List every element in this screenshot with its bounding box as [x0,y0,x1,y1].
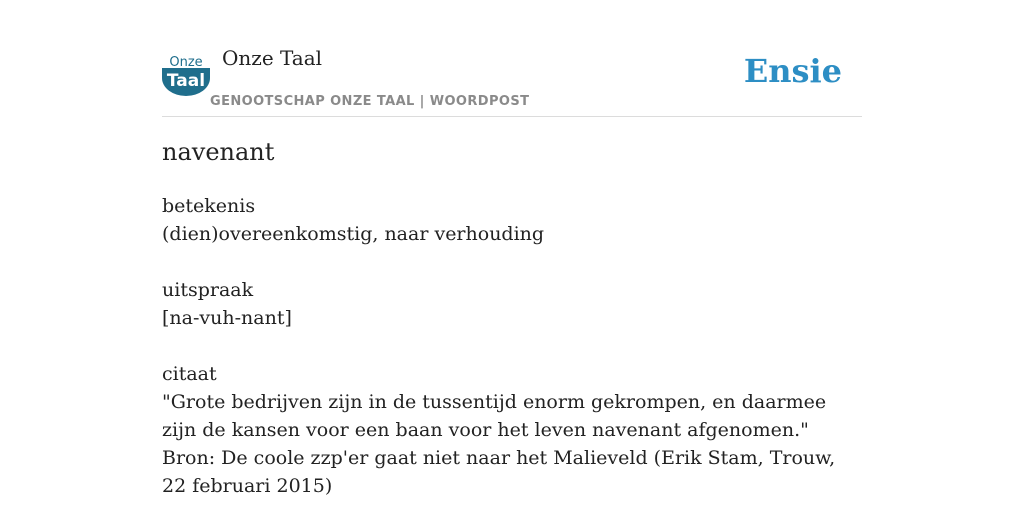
section-heading: uitspraak [162,279,254,301]
section-heading: betekenis [162,195,256,217]
logo-bottom-text: Taal [166,71,206,91]
section-betekenis [162,192,862,248]
site-subtitle: GENOOTSCHAP ONZE TAAL | WOORDPOST [210,94,530,109]
logo-top-text: Onze [169,55,203,70]
page-title: navenant [162,138,275,166]
page-container [162,0,862,512]
section-line: [na-vuh-nant] [162,307,292,329]
section-line: (dien)overeenkomstig, naar verhouding [162,223,545,245]
section-citaat [162,360,862,500]
onze-taal-logo[interactable] [162,54,210,96]
page-header [162,40,862,117]
site-name[interactable]: Onze Taal [222,46,323,70]
quote-source: Bron: De coole zzp'er gaat niet naar het Malieveld (Erik Stam, Trouw, 22 februari 2015) [162,447,836,497]
section-heading: citaat [162,363,217,385]
entry-body [162,192,862,512]
ensie-brand-logo[interactable]: Ensie [743,52,842,90]
section-uitspraak [162,276,862,332]
quote-text: "Grote bedrijven zijn in de tussentijd enorm gekrompen, en daarmee zijn de kansen voor een baan voor het leven navenant afgenomen." [162,391,827,441]
